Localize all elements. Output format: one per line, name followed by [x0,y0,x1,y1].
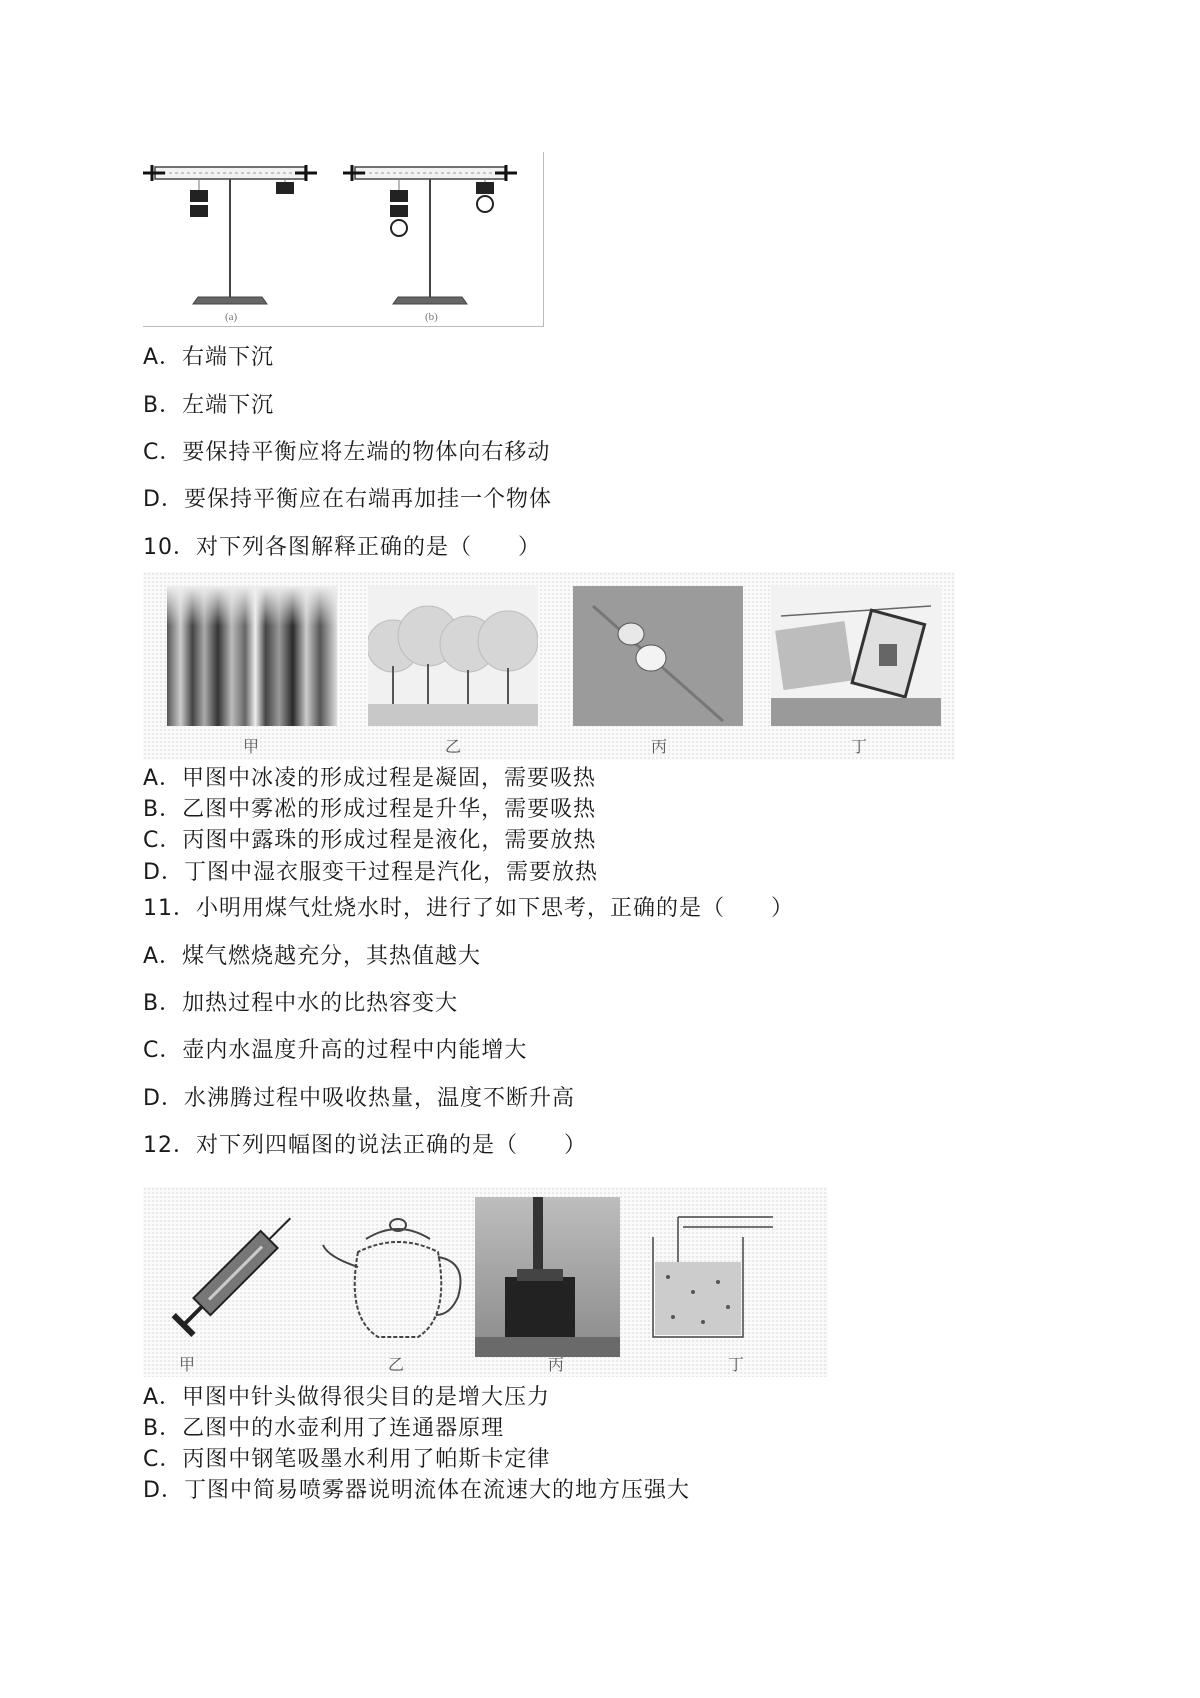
q12-photo-syringe [163,1197,313,1347]
q10-option-c: C．丙图中露珠的形成过程是液化，需要放热 [143,828,597,853]
q12-caption-ding: 丁 [728,1355,745,1374]
q11-option-d: D．水沸腾过程中吸收热量，温度不断升高 [143,1086,575,1111]
q11-option-c: C．壶内水温度升高的过程中内能增大 [143,1038,528,1063]
q9-option-b: B．左端下沉 [143,393,275,418]
q12-option-a: A．甲图中针头做得很尖目的是增大压力 [143,1385,551,1410]
q9-option-c: C．要保持平衡应将左端的物体向右移动 [143,440,551,465]
q10-option-b: B．乙图中雾凇的形成过程是升华，需要吸热 [143,797,597,822]
q10-stem: 10．对下列各图解释正确的是（ ） [143,535,541,560]
q12-option-d: D．丁图中简易喷雾器说明流体在流速大的地方压强大 [143,1478,690,1503]
q12-stem: 12．对下列四幅图的说法正确的是（ ） [143,1133,587,1158]
q11-option-a: A．煤气燃烧越充分，其热值越大 [143,944,482,969]
q11-stem: 11．小明用煤气灶烧水时，进行了如下思考，正确的是（ ） [143,896,794,921]
q12-option-c: C．丙图中钢笔吸墨水利用了帕斯卡定律 [143,1447,551,1472]
q10-photo-rime-trees [368,586,538,726]
q10-caption-jia: 甲 [243,737,260,756]
lever-label-b: (b) [425,311,438,323]
q10-photo-dew-drops [573,586,743,726]
q12-caption-yi: 乙 [388,1355,405,1374]
lever-diagram [143,152,543,326]
q10-caption-yi: 乙 [445,737,462,756]
q12-option-b: B．乙图中的水壶利用了连通器原理 [143,1416,505,1441]
q12-photo-fountain-pen [475,1197,620,1357]
lever-stand-b [343,165,517,323]
lever-balance-figure [143,152,544,327]
q11-option-b: B．加热过程中水的比热容变大 [143,991,459,1016]
lever-label-a: (a) [225,311,238,323]
q10-option-d: D．丁图中湿衣服变干过程是汽化，需要放热 [143,860,598,885]
q10-option-a: A．甲图中冰凌的形成过程是凝固，需要吸热 [143,766,597,791]
q10-photo-icicles [167,586,337,726]
q12-photo-teapot [318,1197,473,1347]
q12-caption-jia: 甲 [179,1355,196,1374]
q9-option-d: D．要保持平衡应在右端再加挂一个物体 [143,487,552,512]
q9-option-a: A．右端下沉 [143,345,275,370]
q12-caption-bing: 丙 [548,1355,565,1374]
lever-stand-a [143,165,317,323]
q12-photo-sprayer [633,1197,778,1347]
q10-figure-strip [143,572,955,760]
q10-caption-bing: 丙 [651,737,668,756]
q10-photo-drying-clothes [771,586,941,726]
q12-figure-strip [143,1187,828,1377]
q10-caption-ding: 丁 [851,737,868,756]
